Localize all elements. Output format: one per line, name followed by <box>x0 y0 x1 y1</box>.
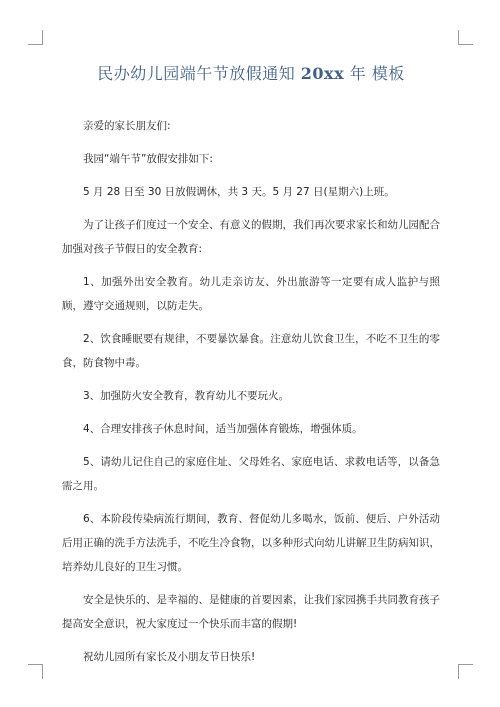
safety-item-4: 4、合理安排孩子休息时间，适当加强体育锻炼，增强体质。 <box>83 423 363 435</box>
corner-mark-bottom-left <box>28 664 43 679</box>
title-year: 20xx <box>300 64 345 83</box>
document-title <box>62 62 440 86</box>
greeting-paragraph: 亲爱的家长朋友们: <box>83 120 171 132</box>
safety-item-1: 1、加强外出安全教育。幼儿走亲访友、外出旅游等一定要有成人监护与照顾，遵守交通规则，以防走失。 <box>62 276 440 312</box>
safety-item-6: 6、本阶段传染病流行期间，教育、督促幼儿多喝水，饭前、便后、户外活动后用正确的洗手方法洗手，不吃生冷食物，以多种形式向幼儿讲解卫生防病知识，培养幼儿良好的卫生习惯。 <box>62 513 440 573</box>
safety-item-2: 2、饮食睡眠要有规律，不要暴饮暴食。注意幼儿饮食卫生，不吃不卫生的零食，防食物中毒。 <box>62 333 440 369</box>
corner-mark-bottom-right <box>458 664 473 679</box>
closing-paragraph: 安全是快乐的、是幸福的、是健康的首要因素，让我们家园携手共同教育孩子提高安全意识，祝大家度过一个快乐而丰富的假期! <box>62 594 440 630</box>
holiday-dates-paragraph: 5 月 28 日至 30 日放假调休，共 3 天。5 月 27 日(星期六)上班。 <box>83 186 395 198</box>
corner-mark-top-right <box>458 30 473 45</box>
safety-item-3: 3、加强防火安全教育，教育幼儿不要玩火。 <box>83 390 290 402</box>
safety-item-5: 5、请幼儿记住自己的家庭住址、父母姓名、家庭电话、求救电话等，以备急需之用。 <box>62 456 440 492</box>
document-body <box>62 114 440 669</box>
safety-intro-paragraph: 为了让孩子们度过一个安全、有意义的假期，我们再次要求家长和幼儿园配合加强对孩子节假日的安全教育: <box>62 219 440 255</box>
title-text-before: 民办幼儿园端午节放假通知 <box>97 64 301 83</box>
arrangement-intro-paragraph: 我园“端午节”放假安排如下: <box>83 153 213 165</box>
corner-mark-top-left <box>28 30 43 45</box>
document-page <box>62 62 440 678</box>
holiday-wishes-paragraph: 祝幼儿园所有家长及小朋友节日快乐! <box>83 651 256 663</box>
title-text-after: 年 模板 <box>344 64 405 83</box>
